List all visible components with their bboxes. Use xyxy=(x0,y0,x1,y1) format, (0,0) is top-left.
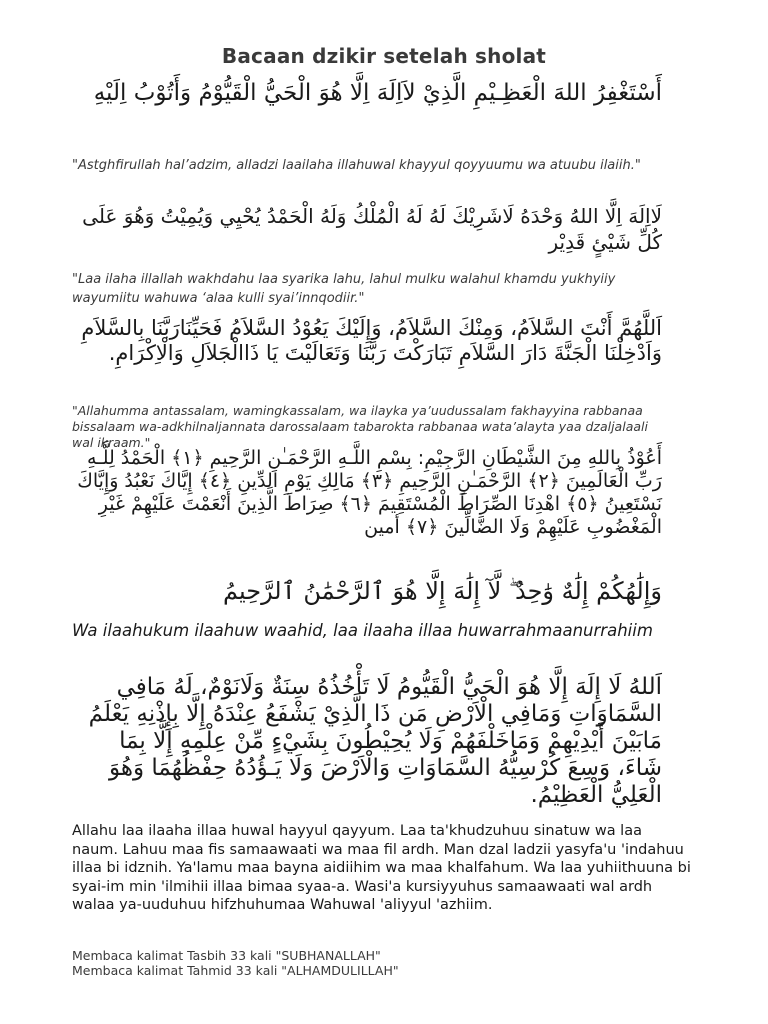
arabic-tahlil: لَااِلَهَ اِلَّا اللهُ وَحْدَهُ لَاشَرِيْكَ لَهُ لَهُ الْمُلْكُ وَلَهُ الْحَمْدُ يُحْيِي وَيُمِيْتُ وَهُوَ عَلَى كُلِّ شَيْئٍ قَدِيْر xyxy=(82,204,662,254)
arabic-ayat-kursi: اَللهُ لَا إِلَهَ إِلَّا هُوَ الْحَيُّ الْقَيُّومُ لَا تَأْخُذُهُ سِنَةٌ وَلَانَوْمٌ، لَهُ مَافِي السَّمَاوَاتِ وَمَافِي الْاَرْضِ مَن ذَا الَّذِيْ يَشْفَعُ عِنْدَهُ إِلَّا بِإِذْنِهِ يَعْلَمُ مَابَيْنَ أَيْدِيْهِمْ وَمَاخَلْفَهُمْ وَلَا يُحِيْطُونَ بِشَيْءٍ مِّنْ عِلْمِهِ إِلَّا بِمَا شَاءَ، وَسِعَ كُرْسِيُّهُ السَّمَاوَاتِ وَالْاَرْضَ وَلَا يَـؤُدُهُ حِفْظُهُمَا وَهُوَ الْعَلِيُّ الْعَظِيْمُ. xyxy=(88,674,662,808)
page-title: Bacaan dzikir setelah sholat xyxy=(221,44,547,68)
arabic-istighfar: أَسْتَغْفِرُ اللهَ الْعَظِـيْمِ الَّذِيْ لاَاِلَهَ اِلَّا هُوَ الْحَيُّ الْقَيُّوْمُ وَأَتُوْبُ اِلَيْهِ xyxy=(93,80,662,106)
latin-wa-ilaahukum: Wa ilaahukum ilaahuw waahid, laa ilaaha illaa huwarrahmaanurrahiim xyxy=(72,621,653,640)
arabic-allahumma-antassalam: اَللَّهُمَّ أَنْتَ السَّلاَمُ، وَمِنْكَ السَّلاَمُ، وَإِلَيْكَ يَعُوْدُ السَّلاَمُ فَحَيِّنَارَبَّنَا بِالسَّلاَمِ وَاَدْخِلْنَا الْجَنَّةَ دَارَ السَّلاَمِ تَبَارَكْتَ رَبَّنَا وَتَعَالَيْتَ يَا ذَاالْجَلاَلِ وَالْاِكْرَامِ. xyxy=(81,316,662,365)
footer-tasbih: Membaca kalimat Tasbih 33 kali "SUBHANALLAH" xyxy=(72,948,381,963)
arabic-al-fatihah: أَعُوْذُ بِاللهِ مِنَ الشَّيْطَانِ الرَّجِيْمِ: بِسْمِ اللَّـهِ الرَّحْمَـٰنِ الرَّحِيمِ ﴿١﴾ الْحَمْدُ لِلَّـهِ رَبِّ الْعَالَمِينَ ﴿٢﴾ الرَّحْمَـٰنِ الرَّحِيمِ ﴿٣﴾ مَالِكِ يَوْمِ الدِّينِ ﴿٤﴾ إِيَّاكَ نَعْبُدُ وَإِيَّاكَ نَسْتَعِينُ ﴿٥﴾ اهْدِنَا الصِّرَاطَ الْمُسْتَقِيمَ ﴿٦﴾ صِرَاطَ الَّذِينَ أَنْعَمْتَ عَلَيْهِمْ غَيْرِ الْمَغْضُوبِ عَلَيْهِمْ وَلَا الضَّالِّينَ ﴿٧﴾ أمين xyxy=(77,447,662,538)
latin-istighfar: "Astghfirullah hal’adzim, alladzi laailaha illahuwal khayyul qoyyuumu wa atuubu ilaiih." xyxy=(72,158,641,173)
latin-allahumma-antassalam: "Allahumma antassalam, wamingkassalam, wa ilayka ya’uudussalam fakhayyina rabbanaa bissalaam wa-adkhilnaljannata darossalaam tabarokta rabbanaa wata’alayta yaa dzaljalaali wal ikraam." xyxy=(72,403,648,450)
footer-tahmid: Membaca kalimat Tahmid 33 kali "ALHAMDULILLAH" xyxy=(72,963,399,978)
footer-notes xyxy=(72,948,692,978)
latin-tahlil: "Laa ilaha illallah wakhdahu laa syarika lahu, lahul mulku walahul khamdu yukhyiiy wayumiitu wahuwa ‘alaa kulli syai’innqodiir." xyxy=(72,272,616,306)
latin-ayat-kursi: Allahu laa ilaaha illaa huwal hayyul qayyum. Laa ta'khudzuhuu sinatuw wa laa naum. Lahuu maa fis samaawaati wa maa fil ardh. Man dzal ladzii yasyfa'u 'indahuu illaa bi idznih. Ya'lamu maa bayna aidiihim wa maa khalfahum. Wa laa yuhiithuuna bi syai-im min 'ilmihii illaa bimaa syaa-a. Wasi'a kursiyyuhus samaawaati wal ardh walaa ya-uuduhuu hifzhuhumaa Wahuwal 'aliyyul 'azhiim. xyxy=(72,823,691,914)
arabic-wa-ilaahukum: وَإِلَٰهُكُمْ إِلَٰهٌ وَٰحِدٌ ۖ لَّآ إِلَٰهَ إِلَّا هُوَ ٱلرَّحْمَٰنُ ٱلرَّحِيمُ xyxy=(223,577,662,605)
